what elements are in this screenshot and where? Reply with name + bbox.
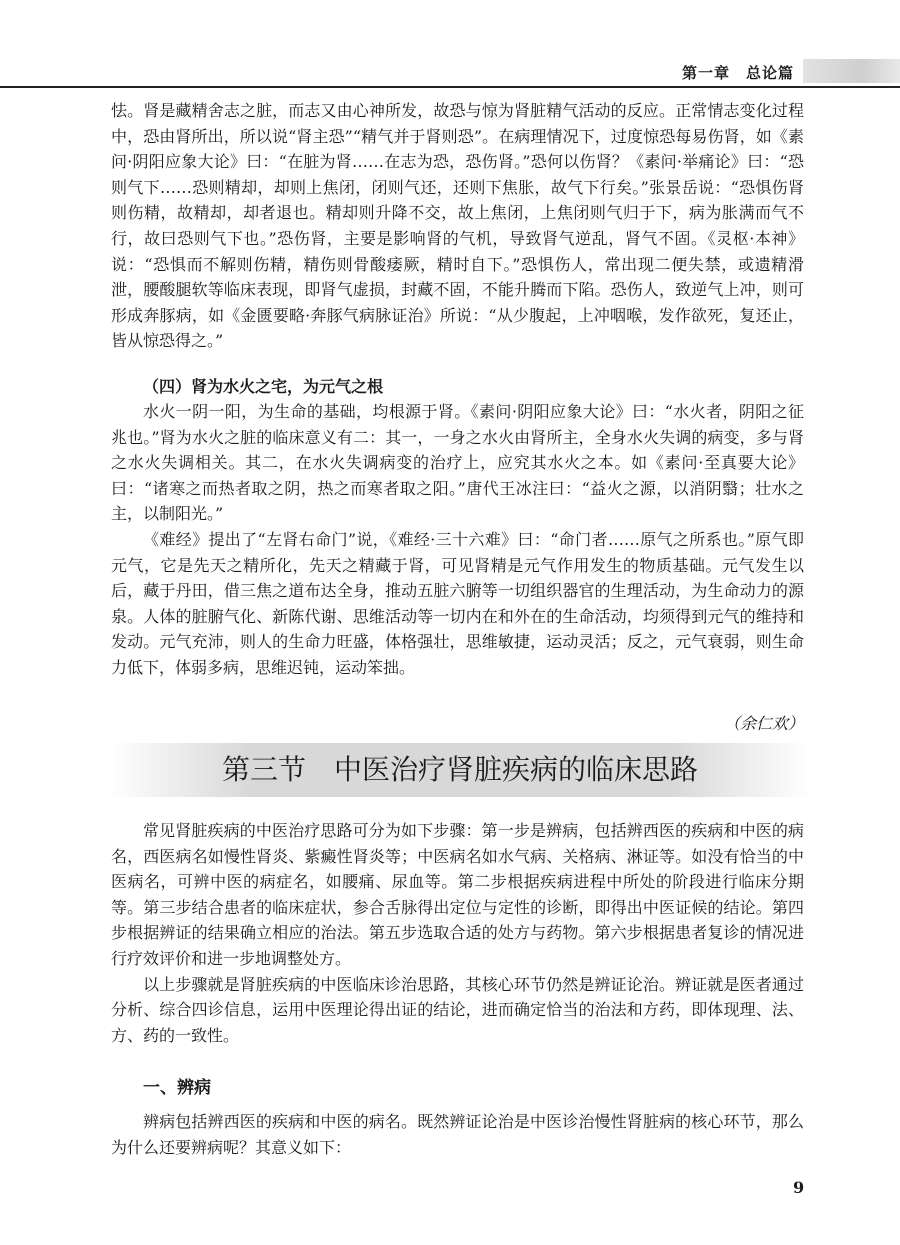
text-block-1	[111, 98, 804, 354]
paragraph: 水火一阴一阳，为生命的基础，均根源于肾。《素问·阴阳应象大论》曰：“水火者，阴阳之征兆也。”肾为水火之脏的临床意义有二：其一，一身之水火由肾所主，全身水火失调的病变，多与肾之水火失调相关。其二，在水火失调病变的治疗上，应究其水火之本。如《素问·至真要大论》曰：“诸寒之而热者取之阴，热之而寒者取之阳。”唐代王冰注曰：“益火之源，以消阴翳；壮水之主，以制阳光。”	[111, 402, 804, 524]
paragraph: 《难经》提出了“左肾右命门”说，《难经·三十六难》曰：“命门者……原气之所系也。”原气即元气，它是先天之精所化，先天之精藏于肾，可见肾精是元气作用发生的物质基础。元气发生以后，藏于丹田，借三焦之道布达全身，推动五脏六腑等一切组织器官的生理活动，为生命动力的源泉。人体的脏腑气化、新陈代谢、思维活动等一切内在和外在的生命活动，均须得到元气的维持和发动。元气充沛，则人的生命力旺盛，体格强壮，思维敏捷，运动灵活；反之，元气衰弱，则生命力低下，体弱多病，思维迟钝，运动笨拙。	[111, 529, 804, 677]
page-number: 9	[793, 1178, 805, 1197]
chapter-title: 第一章 总论篇	[682, 64, 795, 82]
text-block-4	[111, 1109, 804, 1160]
header-decoration	[803, 59, 900, 83]
header-rule	[0, 86, 900, 88]
author-credit: （余仁欢）	[723, 714, 804, 733]
paragraph: 辨病包括辨西医的疾病和中医的病名。既然辨证论治是中医诊治慢性肾脏病的核心环节，那么为什么还要辨病呢？其意义如下：	[111, 1112, 804, 1157]
text-block-2	[111, 399, 804, 681]
subheading-4: （四）肾为水火之宅，为元气之根	[143, 377, 384, 396]
paragraph: 怯。肾是藏精舍志之脏，而志又由心神所发，故恐与惊为肾脏精气活动的反应。正常情志变化过程中，恐由肾所出，所以说“肾主恐”“精气并于肾则恐”。在病理情况下，过度惊恐每易伤肾，如《素问·阴阳应象大论》曰：“在脏为肾……在志为恐，恐伤肾。”恐何以伤肾？《素问·举痛论》曰：“恐则气下……恐则精却，却则上焦闭，闭则气还，还则下焦胀，故气下行矣。”张景岳说：“恐惧伤肾则伤精，故精却，却者退也。精却则升降不交，故上焦闭，上焦闭则气归于下，病为胀满而气不行，故曰恐则气下也。”恐伤肾，主要是影响肾的气机，导致肾气逆乱，肾气不固。《灵枢·本神》说：“恐惧而不解则伤精，精伤则骨酸痿厥，精时自下。”恐惧伤人，常出现二便失禁，或遗精滑泄，腰酸腿软等临床表现，即肾气虚损，封藏不固，不能升腾而下陷。恐伤人，致逆气上冲，则可形成奔豚病，如《金匮要略·奔豚气病脉证治》所说：“从少腹起，上冲咽喉，发作欲死，复还止，皆从惊恐得之。”	[111, 101, 804, 351]
section-name: 中医治疗肾脏疾病的临床思路	[334, 753, 699, 786]
paragraph: 以上步骤就是肾脏疾病的中医临床诊治思路，其核心环节仍然是辨证论治。辨证就是医者通过分析、综合四诊信息，运用中医理论得出证的结论，进而确定恰当的治法和方药，即体现理、法、方、药的一致性。	[111, 974, 804, 1045]
paragraph: 常见肾脏疾病的中医治疗思路可分为如下步骤：第一步是辨病，包括辨西医的疾病和中医的病名，西医病名如慢性肾炎、紫癜性肾炎等；中医病名如水气病、关格病、淋证等。如没有恰当的中医病名，可辨中医的病症名，如腰痛、尿血等。第二步根据疾病进程中所处的阶段进行临床分期等。第三步结合患者的临床症状，参合舌脉得出定位与定性的诊断，即得出中医证候的结论。第四步根据辨证的结果确立相应的治法。第五步选取合适的处方与药物。第六步根据患者复诊的情况进行疗效评价和进一步地调整处方。	[111, 821, 804, 968]
section-number: 第三节	[221, 753, 306, 786]
heading-bianbing: 一、辨病	[143, 1078, 211, 1098]
text-block-3	[111, 818, 804, 1048]
section-title	[110, 750, 810, 790]
